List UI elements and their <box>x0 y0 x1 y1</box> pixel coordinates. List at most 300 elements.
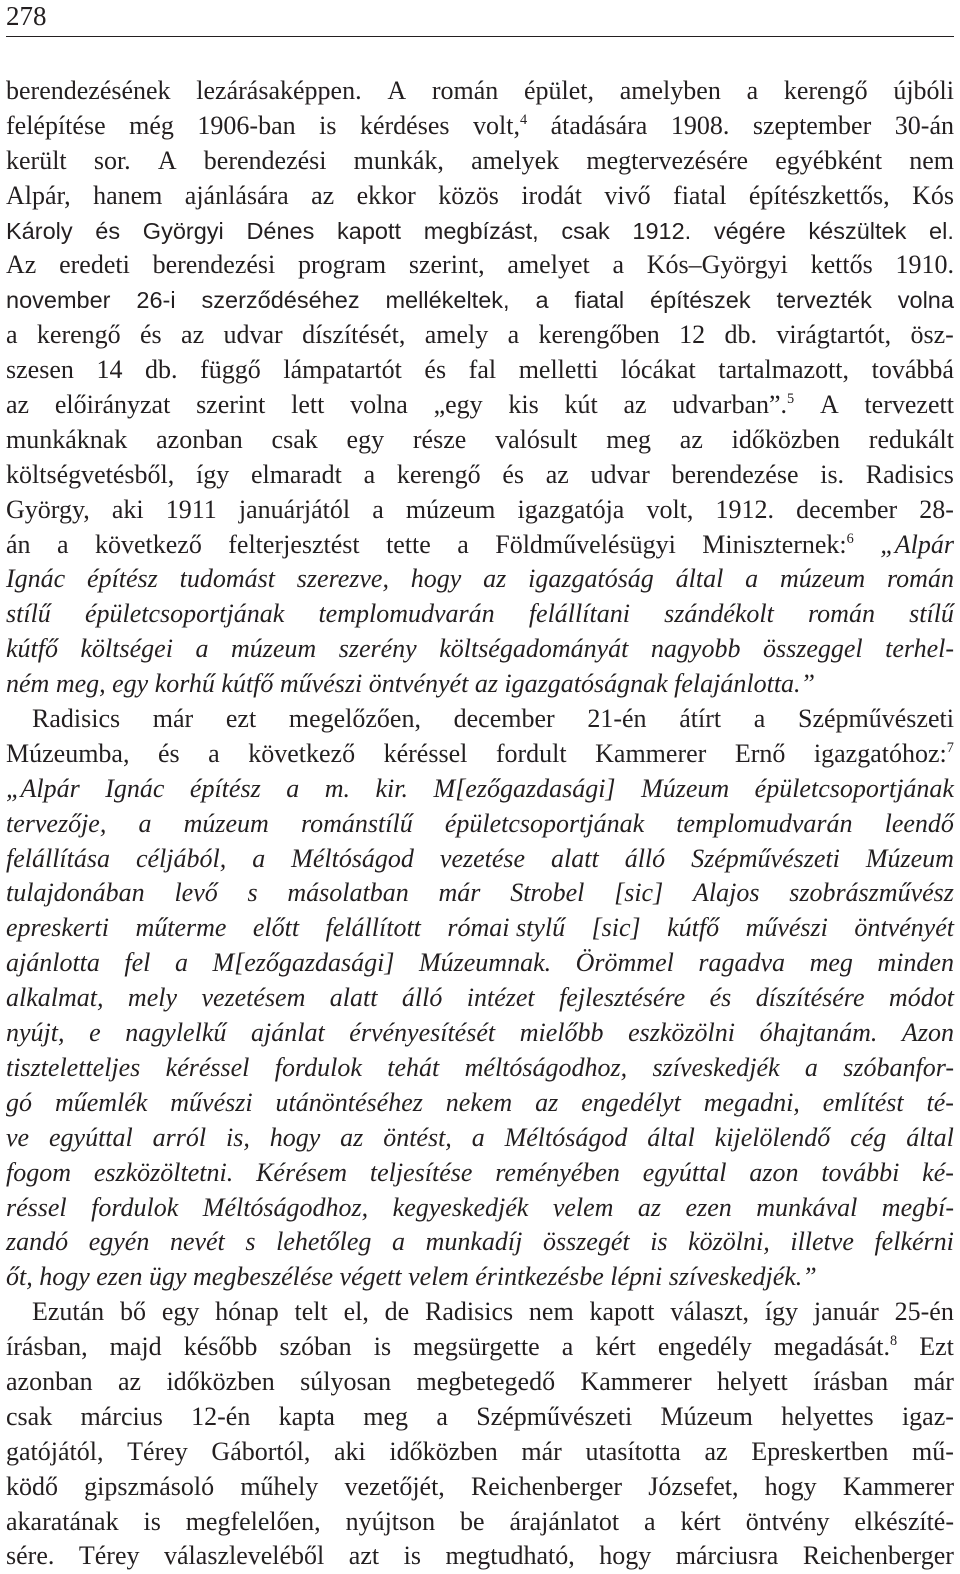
word-group <box>919 493 954 528</box>
word-group <box>909 597 954 632</box>
word: virágtartót, <box>776 320 892 350</box>
text-line <box>6 144 954 179</box>
word: hanem <box>93 180 163 210</box>
word-group <box>156 423 243 458</box>
word-group <box>276 1225 371 1260</box>
word: hogy <box>599 1541 652 1571</box>
word-group <box>360 109 450 144</box>
word-group <box>789 876 954 911</box>
word: Múzeum <box>865 843 954 873</box>
word: Örömmel <box>575 948 674 978</box>
word-group <box>416 1365 555 1400</box>
word-group <box>564 388 597 423</box>
word: épületcsoportjának <box>444 808 645 838</box>
word-group <box>248 737 355 772</box>
word: volt, <box>646 494 694 524</box>
word-group <box>89 1225 150 1260</box>
word: egyúttal <box>48 1122 133 1152</box>
word-group <box>354 144 444 179</box>
word: díszítését, <box>302 320 406 350</box>
word: Térey <box>127 1436 188 1466</box>
word: tudomást <box>179 564 275 594</box>
word: mű- <box>912 1436 954 1466</box>
word: 1908. <box>670 110 730 140</box>
word-group <box>311 179 334 214</box>
word-group <box>286 772 299 807</box>
word: arról <box>152 1122 207 1152</box>
text-line <box>6 388 954 423</box>
word-group <box>6 1330 88 1365</box>
text-line <box>6 318 954 353</box>
word: telt <box>294 1297 328 1327</box>
word: szándékolt <box>664 599 774 629</box>
word: Dénes <box>246 217 315 244</box>
word: tervezője, <box>6 808 107 838</box>
word-group <box>854 911 954 946</box>
word: kapta <box>278 1401 335 1431</box>
word: kút <box>564 390 598 420</box>
word-group <box>6 214 73 249</box>
word: nagylelkű <box>125 1018 227 1048</box>
word-group <box>776 318 891 353</box>
word-group <box>454 702 555 737</box>
word: műterme <box>135 913 227 943</box>
word-group <box>6 1539 54 1574</box>
text-line <box>6 1191 954 1226</box>
word: előtt <box>252 913 300 943</box>
word-group <box>777 283 872 318</box>
word: tette <box>386 529 431 559</box>
word-group <box>621 353 696 388</box>
word: a <box>507 320 520 350</box>
word: hogy <box>764 1471 817 1501</box>
word-group <box>820 458 844 493</box>
word-group <box>196 388 265 423</box>
word: kérdéses <box>359 110 450 140</box>
word-group <box>251 1016 325 1051</box>
word-group <box>6 842 110 877</box>
word: múzeum <box>183 808 269 838</box>
word-group <box>521 1435 561 1470</box>
word-group <box>295 1295 328 1330</box>
word: és <box>95 217 121 244</box>
text-line <box>6 597 954 632</box>
word: és <box>140 320 162 350</box>
word-group <box>164 1539 324 1574</box>
word-group <box>591 458 650 493</box>
word: is <box>650 1227 668 1257</box>
word-group <box>339 632 417 667</box>
word-group <box>724 318 757 353</box>
word-group <box>483 562 506 597</box>
word-group <box>91 1191 178 1226</box>
word-group <box>337 214 401 249</box>
word: vezetőjét, <box>344 1471 445 1501</box>
word: Múzeum <box>641 773 730 803</box>
word-group <box>252 842 265 877</box>
word-group <box>781 1400 873 1435</box>
word: is <box>403 1541 421 1571</box>
word-group <box>211 1435 310 1470</box>
word-group <box>340 1121 363 1156</box>
word: építész <box>87 564 158 594</box>
word: vezetésem <box>201 983 306 1013</box>
word: másolatban <box>287 878 409 908</box>
word-group <box>387 74 406 109</box>
word-group <box>239 493 350 528</box>
text-line <box>6 702 954 737</box>
word: án <box>6 529 31 559</box>
word-group <box>6 632 58 667</box>
word-group <box>256 1156 347 1191</box>
word: munkadíj <box>425 1227 523 1257</box>
word: megsürgette <box>413 1332 540 1362</box>
word-group <box>166 493 217 528</box>
word: művészi <box>170 1087 253 1117</box>
word-group <box>330 981 378 1016</box>
word: múzeum <box>230 634 317 664</box>
word-group <box>136 283 175 318</box>
word-group <box>6 318 18 353</box>
word: december <box>453 704 555 734</box>
word-group <box>383 1121 452 1156</box>
word: egyén <box>88 1227 150 1257</box>
word: március <box>80 1401 163 1431</box>
word: szeptember <box>752 110 872 140</box>
word: így <box>764 1297 799 1327</box>
word: azt <box>348 1541 380 1571</box>
word: teljesítése <box>369 1157 473 1187</box>
word-group <box>521 179 582 214</box>
word: tiszteletteljes <box>6 1052 141 1082</box>
word: felkérni <box>874 1227 954 1257</box>
text-line <box>6 248 954 283</box>
word: tehát <box>387 1052 440 1082</box>
word: majd <box>109 1332 162 1362</box>
word-group <box>212 946 394 981</box>
text-line <box>6 807 954 842</box>
word-group <box>716 493 775 528</box>
word-group <box>81 1400 163 1435</box>
text-line <box>6 109 954 144</box>
word: román <box>431 76 499 105</box>
word-group <box>357 179 416 214</box>
word-group <box>914 1365 954 1400</box>
word-group <box>653 1051 780 1086</box>
word-group <box>411 562 462 597</box>
word: ajánlat <box>251 1018 325 1048</box>
word-group <box>909 144 954 179</box>
word: így <box>195 459 230 489</box>
word-group <box>195 632 208 667</box>
word-group <box>885 632 954 667</box>
word-group <box>175 946 188 981</box>
word: helyettes <box>781 1401 874 1431</box>
word: költségei <box>80 634 173 664</box>
word-group <box>226 702 256 737</box>
word: mielőbb <box>519 1018 604 1048</box>
word: nekem <box>445 1087 513 1117</box>
word: A <box>819 390 839 420</box>
word-group <box>524 74 594 109</box>
word-group <box>376 772 409 807</box>
word-group <box>279 1400 335 1435</box>
word: fejlesztésére <box>559 983 686 1013</box>
word: stílű <box>6 599 51 629</box>
word: az <box>483 564 507 594</box>
word: eredeti <box>59 250 130 280</box>
word: el, <box>343 1297 369 1327</box>
word-group <box>6 1470 58 1505</box>
word-group <box>528 562 654 597</box>
word: kerengő <box>783 76 868 105</box>
word-group <box>105 772 164 807</box>
word: ve <box>6 1122 30 1152</box>
word-group <box>120 1295 146 1330</box>
word-group <box>319 109 336 144</box>
word: engedély <box>657 1332 752 1362</box>
word: szesen <box>6 355 74 385</box>
word-group <box>614 876 663 911</box>
word-group <box>6 283 111 318</box>
word: közös <box>438 180 499 210</box>
word: készültek <box>808 217 907 244</box>
word-group <box>393 1191 529 1226</box>
word: Radisics <box>425 1297 514 1327</box>
word: leendő <box>884 808 954 838</box>
word: alkalmat, <box>6 983 104 1013</box>
word: elkészíté- <box>854 1506 954 1536</box>
word-group <box>717 1365 788 1400</box>
word-group <box>673 179 726 214</box>
word: Földművelésügyi <box>495 529 676 559</box>
word-group <box>495 423 577 458</box>
word: 25-én <box>894 1297 954 1327</box>
word: írásban, <box>6 1332 88 1362</box>
word-group <box>93 179 162 214</box>
word: a <box>286 773 300 803</box>
word-group <box>79 1539 140 1574</box>
word: ködő <box>6 1471 58 1501</box>
word: álló <box>624 843 666 873</box>
word: templomudvarán <box>676 808 853 838</box>
word-group <box>866 458 954 493</box>
word-group <box>325 772 350 807</box>
word-group <box>686 1191 732 1226</box>
word-group <box>680 1505 720 1540</box>
text-line <box>6 911 954 946</box>
word: Kós–Györgyi <box>646 250 788 280</box>
word-group <box>6 1365 93 1400</box>
word-group <box>6 144 67 179</box>
word-group <box>553 1191 614 1226</box>
word-group <box>538 318 659 353</box>
word: reményében <box>495 1157 620 1187</box>
word: irodát <box>521 180 582 210</box>
word-group <box>204 144 327 179</box>
word-group <box>6 388 29 423</box>
word-group <box>679 702 721 737</box>
word: által <box>906 1122 954 1152</box>
word: Strobel <box>510 878 585 908</box>
word: vezetése <box>439 843 526 873</box>
word: megfelelően, <box>185 1506 321 1536</box>
word: díszítésére <box>755 983 865 1013</box>
word-group <box>763 632 863 667</box>
word: M[ezőgazdasági] <box>433 773 616 803</box>
word: 1906-ban <box>197 110 296 140</box>
word-group <box>714 214 786 249</box>
word: lett <box>291 390 325 420</box>
word-group <box>200 353 261 388</box>
text-line <box>6 1330 954 1365</box>
word-group <box>606 423 651 458</box>
word-group <box>747 74 759 109</box>
word-group <box>57 528 69 563</box>
word-group <box>625 842 665 877</box>
word-group <box>646 493 693 528</box>
word: intézet <box>466 983 535 1013</box>
word-group <box>505 1121 628 1156</box>
word: december <box>796 494 898 524</box>
word: lámpatartót <box>283 355 402 385</box>
word-group <box>350 388 408 423</box>
word: kért <box>680 1506 721 1536</box>
word: utasította <box>585 1436 681 1466</box>
word-group <box>902 1400 954 1435</box>
word: is. <box>820 459 845 489</box>
word-group <box>919 1330 954 1365</box>
word: meg <box>606 424 651 454</box>
word: program <box>298 250 387 280</box>
word-group <box>751 1435 888 1470</box>
word-group <box>298 248 386 283</box>
word-group <box>518 493 625 528</box>
word: megtervezésére <box>586 145 749 175</box>
word-group <box>55 1086 147 1121</box>
word-group <box>808 597 875 632</box>
word: igazgatója <box>517 494 625 524</box>
word: berendezésének <box>6 76 171 105</box>
word-group <box>745 562 758 597</box>
word-group <box>843 1470 954 1505</box>
footnote-ref: 8 <box>890 1333 898 1350</box>
word-group <box>404 1539 421 1574</box>
word: őt, hogy ezen ügy megbeszélése végett velem érintkezésbe lépni szíveskedjék.” <box>6 1262 817 1292</box>
word: kért <box>595 1332 636 1362</box>
text-line <box>6 458 954 493</box>
word-group <box>676 562 724 597</box>
text-line <box>6 1295 954 1330</box>
word-group <box>6 597 51 632</box>
word-group <box>6 1191 67 1226</box>
word: be <box>460 1506 485 1536</box>
word-group <box>529 597 630 632</box>
word: igazgatóság <box>528 564 654 594</box>
word: 1912. <box>632 217 692 244</box>
word-group <box>191 1400 250 1435</box>
word: fordulok <box>274 1052 362 1082</box>
word-group <box>384 737 468 772</box>
word: ösz- <box>910 320 954 350</box>
word: és <box>157 738 180 768</box>
text-line <box>6 283 954 318</box>
word-group <box>143 1505 160 1540</box>
word: által <box>647 1122 695 1152</box>
word: öntvény <box>745 1506 830 1536</box>
word-group <box>509 1505 619 1540</box>
word: „Alpár <box>880 529 954 559</box>
header-rule <box>6 36 954 37</box>
word-group <box>676 807 852 842</box>
word-group <box>473 109 527 144</box>
word-group <box>224 318 283 353</box>
word: már <box>913 1366 954 1396</box>
word: egy <box>161 1297 200 1327</box>
word: román <box>808 599 875 629</box>
word: azonban <box>156 424 243 454</box>
word: felállítása <box>6 843 110 873</box>
word-group <box>138 807 151 842</box>
word-group <box>32 1295 104 1330</box>
word-group <box>469 353 496 388</box>
word-group <box>476 1400 632 1435</box>
word-group <box>912 1435 954 1470</box>
word: illetve <box>790 1227 854 1257</box>
word-group <box>893 74 954 109</box>
word-group <box>6 109 106 144</box>
word: szerint <box>196 390 266 420</box>
word: a <box>6 320 18 350</box>
word: szobrászművész <box>789 878 954 908</box>
word: akaratának <box>6 1506 119 1536</box>
word: fel <box>124 948 151 978</box>
word-group <box>6 493 90 528</box>
text-line <box>6 74 954 109</box>
word: Térey <box>78 1541 140 1571</box>
word-group <box>425 318 489 353</box>
word: ragadva <box>698 948 786 978</box>
word: céljából, <box>135 843 227 873</box>
word: öntést, <box>383 1122 452 1152</box>
word: s <box>247 878 258 908</box>
word-group <box>344 1470 444 1505</box>
text-line <box>6 214 954 249</box>
word-group <box>774 1330 897 1365</box>
word: került <box>6 145 67 175</box>
word: épület, <box>523 76 595 105</box>
word-group <box>671 458 798 493</box>
word: Kós <box>912 180 954 210</box>
word: műhely <box>240 1471 319 1501</box>
word: igazgatóhoz: <box>813 738 947 768</box>
word: e <box>89 1018 101 1048</box>
word-group <box>471 1470 622 1505</box>
word-group <box>585 1435 680 1470</box>
word: végére <box>713 217 786 244</box>
text-line <box>6 1260 954 1295</box>
word: velem <box>552 1192 614 1222</box>
word-group <box>201 981 305 1016</box>
word: helyett <box>716 1366 788 1396</box>
word-group <box>562 1330 574 1365</box>
word: Szépművészeti <box>798 704 954 734</box>
word: a <box>457 529 469 559</box>
word: Kammerer <box>842 1471 954 1501</box>
word-group <box>813 1365 888 1400</box>
word-group <box>551 842 599 877</box>
word: alatt <box>329 983 378 1013</box>
